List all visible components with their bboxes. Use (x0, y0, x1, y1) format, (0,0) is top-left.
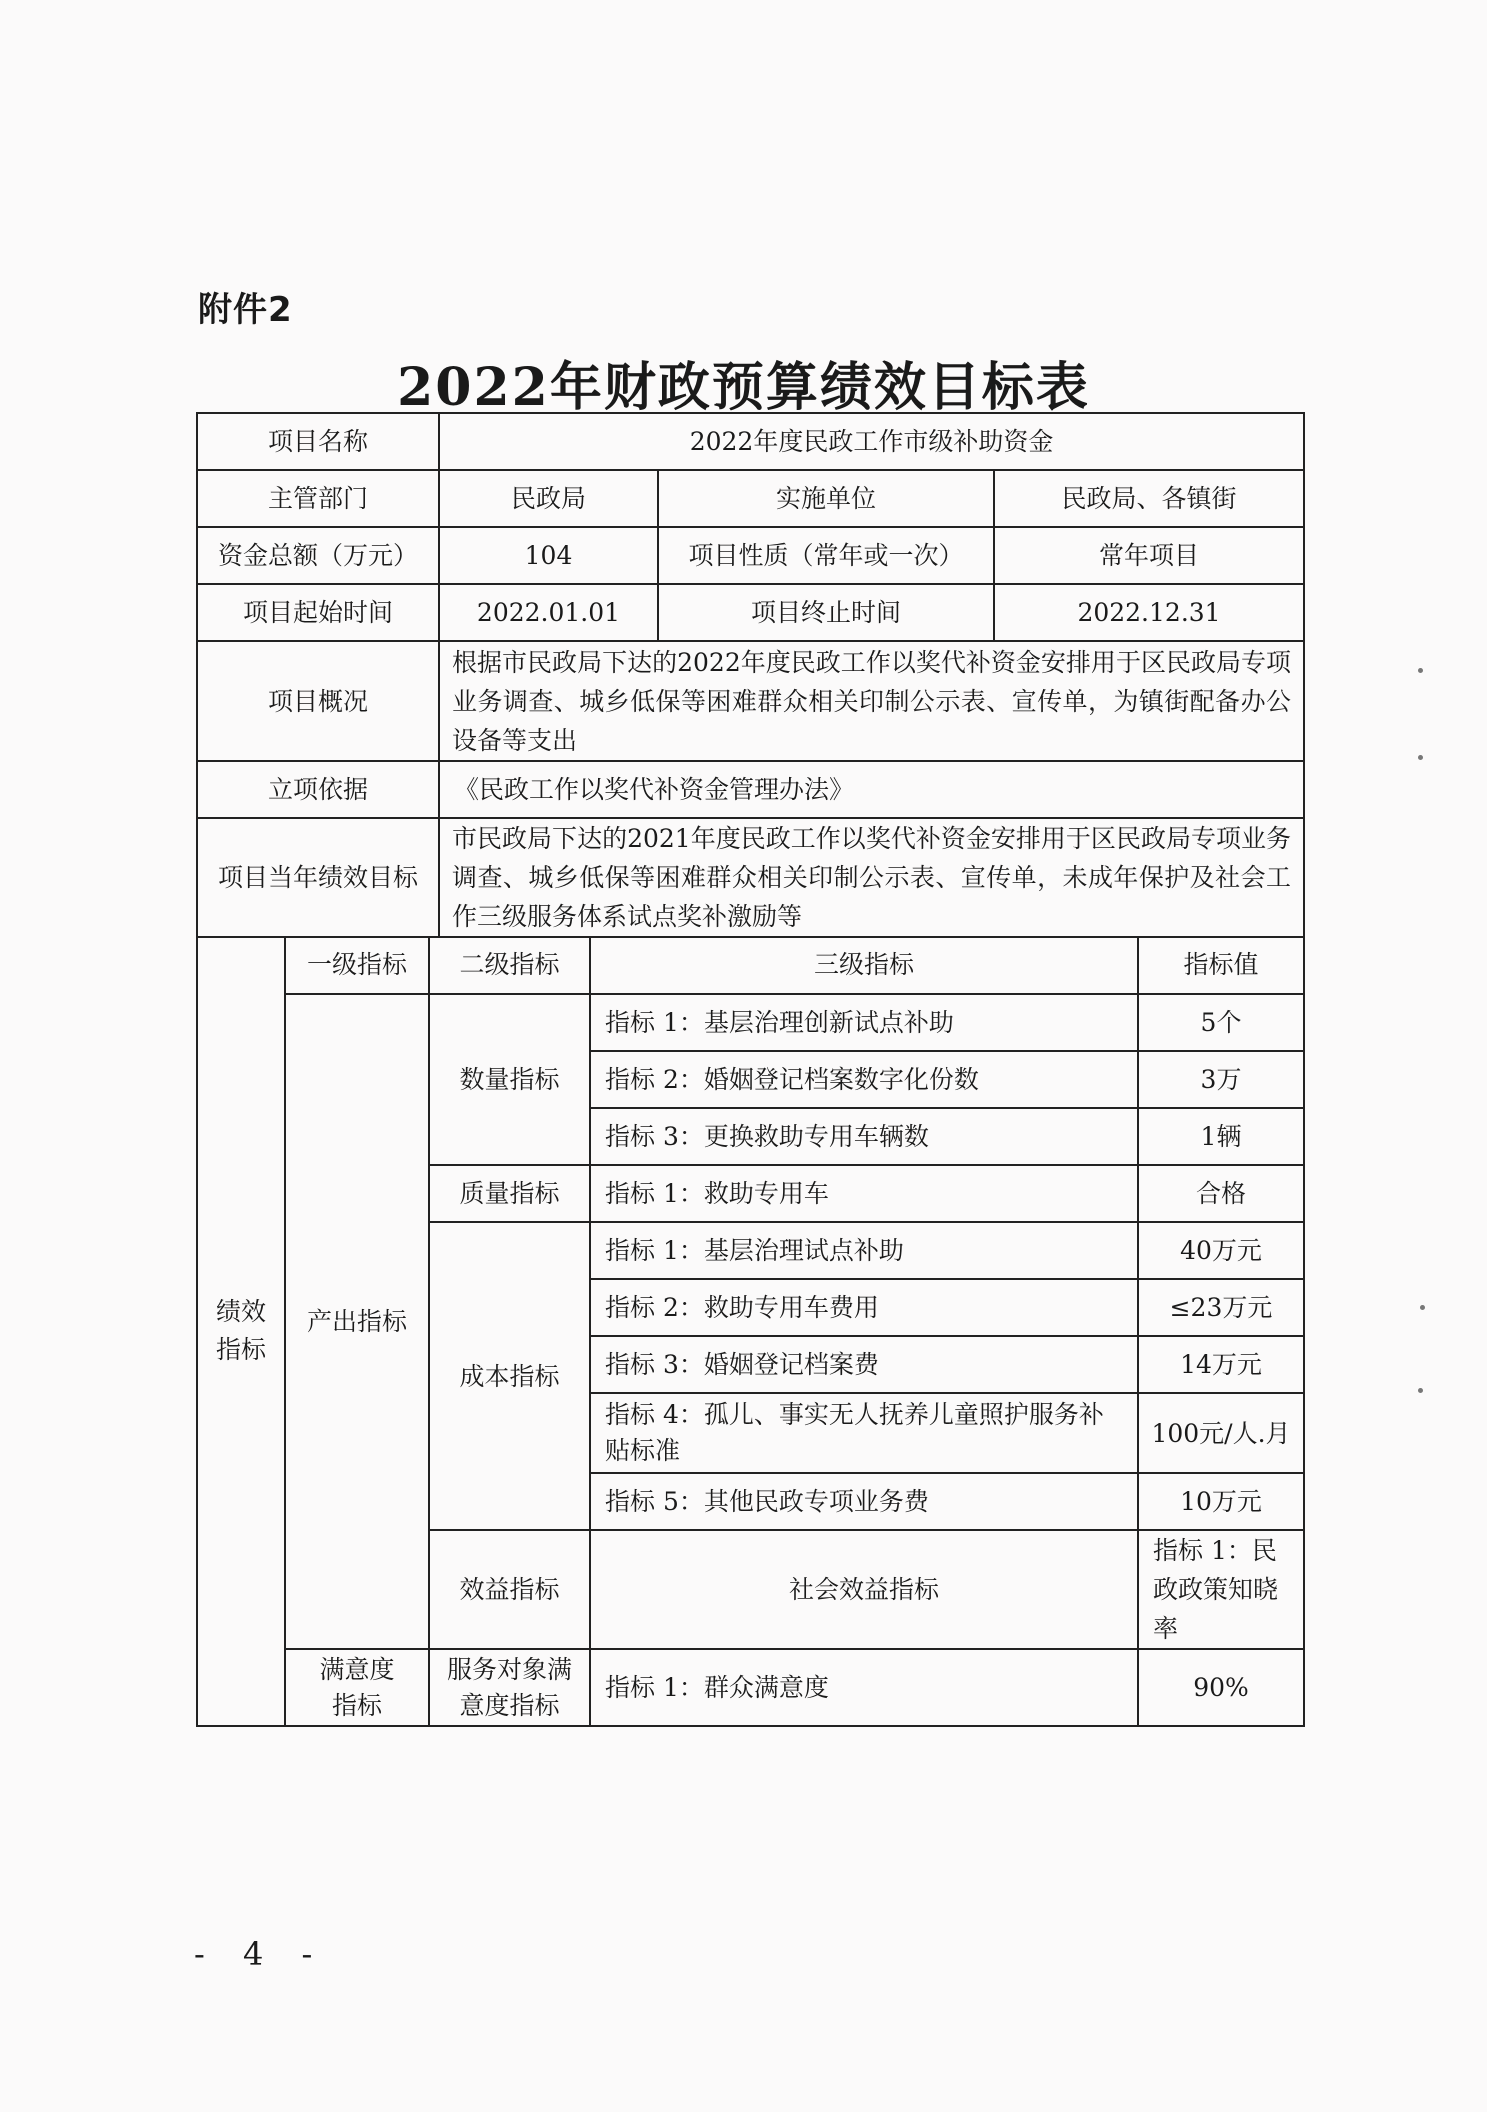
indicator-value: 3万 (1138, 1051, 1304, 1108)
indicator-value: 合格 (1138, 1165, 1304, 1222)
indicator-value: 5个 (1138, 994, 1304, 1051)
page-number: - 4 - (194, 1935, 327, 1973)
social-benefit-label: 社会效益指标 (590, 1530, 1138, 1649)
table-row (197, 761, 1304, 818)
scan-speck (1418, 1388, 1423, 1393)
table-row (197, 1649, 1304, 1726)
impl-value: 民政局、各镇街 (994, 470, 1304, 527)
scan-speck (1418, 755, 1423, 760)
header-level2: 二级指标 (429, 936, 590, 994)
nature-label: 项目性质（常年或一次） (658, 527, 994, 584)
indicator-name: 指标 2：救助专用车费用 (590, 1279, 1138, 1336)
table-row (197, 936, 1304, 994)
table-row (197, 527, 1304, 584)
header-level3: 三级指标 (590, 936, 1138, 994)
goal-value: 市民政局下达的2021年度民政工作以奖代补资金安排用于区民政局专项业务调查、城乡低保等困难群众相关印制公示表、宣传单，未成年保护及社会工作三级服务体系试点奖补激励等 (439, 818, 1304, 937)
indicator-value: 90% (1138, 1649, 1304, 1726)
table-row (197, 994, 1304, 1051)
performance-indicators-label: 绩效指标 (197, 936, 285, 1726)
quantity-indicators-label: 数量指标 (429, 994, 590, 1165)
indicator-name: 指标 2：婚姻登记档案数字化份数 (590, 1051, 1138, 1108)
service-satisfaction-label: 服务对象满意度指标 (429, 1649, 590, 1726)
indicator-value: 100元/人.月 (1138, 1393, 1304, 1473)
indicator-name: 指标 3：婚姻登记档案费 (590, 1336, 1138, 1393)
end-label: 项目终止时间 (658, 584, 994, 641)
indicator-name: 指标 3：更换救助专用车辆数 (590, 1108, 1138, 1165)
indicator-name: 指标 1：民政政策知晓率 (1138, 1530, 1304, 1649)
indicator-value: 1辆 (1138, 1108, 1304, 1165)
indicator-value: ≤23万元 (1138, 1279, 1304, 1336)
table-row (197, 818, 1304, 937)
table-row (197, 470, 1304, 527)
indicator-value: 14万元 (1138, 1336, 1304, 1393)
header-level1: 一级指标 (285, 936, 429, 994)
document-title: 2022年财政预算绩效目标表 (397, 357, 1090, 418)
quality-indicators-label: 质量指标 (429, 1165, 590, 1222)
scan-speck (1418, 668, 1423, 673)
attachment-label: 附件2 (198, 290, 293, 330)
satisfaction-indicators-label: 满意度指标 (285, 1649, 429, 1726)
indicator-value: 40万元 (1138, 1222, 1304, 1279)
indicator-name: 指标 4：孤儿、事实无人抚养儿童照护服务补贴标准 (590, 1393, 1138, 1473)
scan-speck (1420, 1305, 1425, 1310)
cost-indicators-label: 成本指标 (429, 1222, 590, 1530)
funds-value: 104 (439, 527, 658, 584)
indicator-name: 指标 1：基层治理试点补助 (590, 1222, 1138, 1279)
goal-label: 项目当年绩效目标 (197, 818, 439, 937)
basis-value: 《民政工作以奖代补资金管理办法》 (439, 761, 1304, 818)
indicator-name: 指标 5：其他民政专项业务费 (590, 1473, 1138, 1530)
indicator-value: 10万元 (1138, 1473, 1304, 1530)
project-info-table (196, 412, 1305, 938)
table-row (197, 413, 1304, 470)
benefit-indicators-label: 效益指标 (429, 1530, 590, 1649)
project-name-value: 2022年度民政工作市级补助资金 (439, 413, 1304, 470)
table-row (197, 641, 1304, 761)
overview-label: 项目概况 (197, 641, 439, 761)
output-indicators-label: 产出指标 (285, 994, 429, 1649)
dept-label: 主管部门 (197, 470, 439, 527)
indicator-name: 指标 1：基层治理创新试点补助 (590, 994, 1138, 1051)
end-value: 2022.12.31 (994, 584, 1304, 641)
table-row (197, 584, 1304, 641)
dept-value: 民政局 (439, 470, 658, 527)
start-label: 项目起始时间 (197, 584, 439, 641)
impl-label: 实施单位 (658, 470, 994, 527)
nature-value: 常年项目 (994, 527, 1304, 584)
indicator-table (196, 936, 1305, 1727)
indicator-name: 指标 1：群众满意度 (590, 1649, 1138, 1726)
basis-label: 立项依据 (197, 761, 439, 818)
indicator-name: 指标 1：救助专用车 (590, 1165, 1138, 1222)
header-value: 指标值 (1138, 936, 1304, 994)
project-name-label: 项目名称 (197, 413, 439, 470)
overview-value: 根据市民政局下达的2022年度民政工作以奖代补资金安排用于区民政局专项业务调查、城乡低保等困难群众相关印制公示表、宣传单，为镇街配备办公设备等支出 (439, 641, 1304, 761)
start-value: 2022.01.01 (439, 584, 658, 641)
funds-label: 资金总额（万元） (197, 527, 439, 584)
